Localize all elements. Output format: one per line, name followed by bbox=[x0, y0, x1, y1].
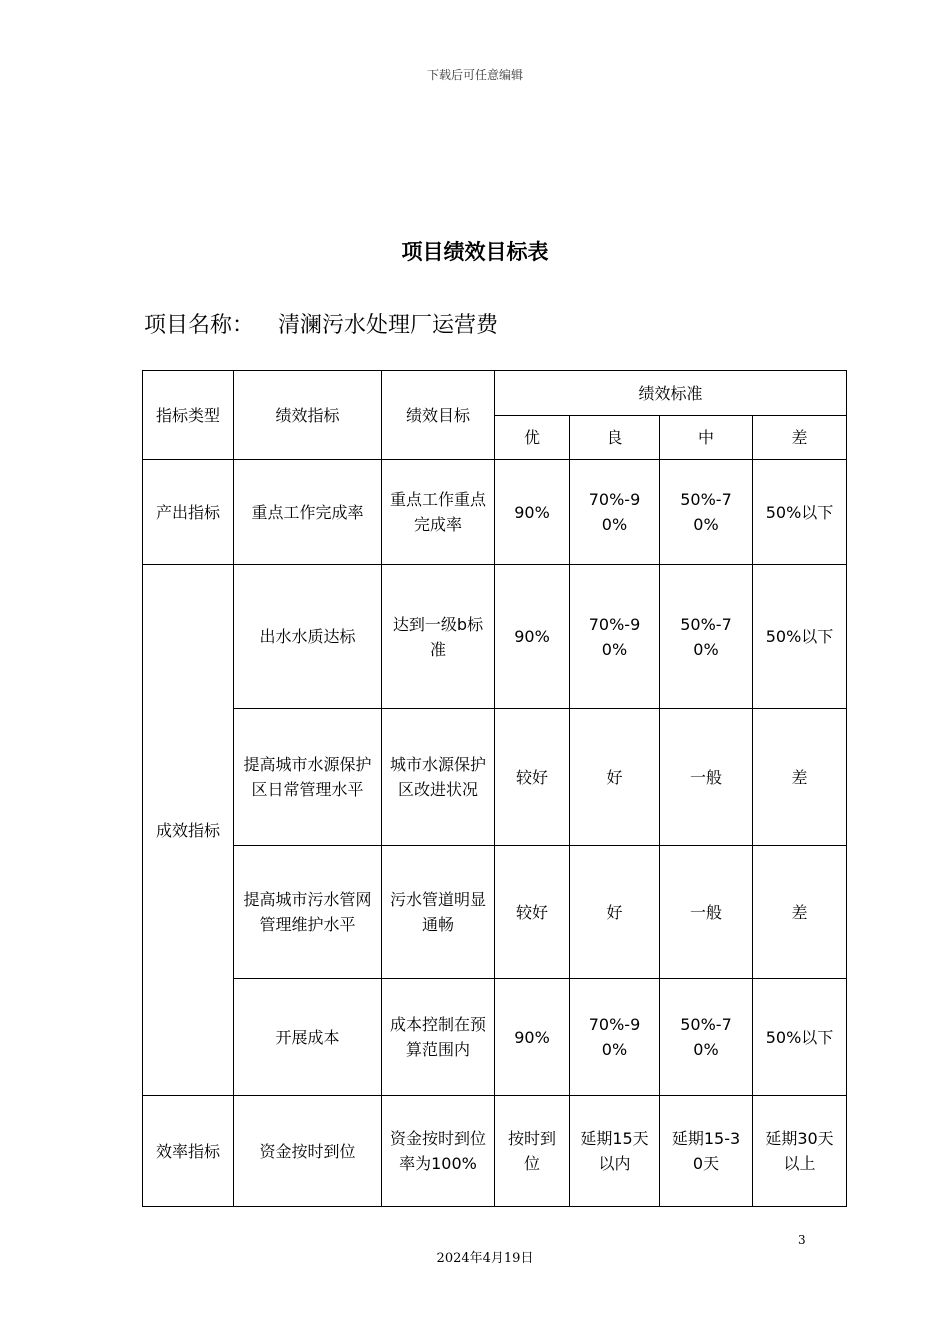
grade-poor-cell: 差 bbox=[753, 709, 847, 846]
target-cell: 重点工作重点完成率 bbox=[382, 460, 495, 565]
table-row bbox=[143, 979, 847, 1096]
table-row bbox=[143, 460, 847, 565]
grade-good-cell: 70%-90% bbox=[570, 565, 660, 709]
table-row bbox=[143, 709, 847, 846]
indicator-cell: 提高城市污水管网管理维护水平 bbox=[234, 846, 382, 979]
grade-good-cell: 好 bbox=[570, 846, 660, 979]
target-cell: 污水管道明显通畅 bbox=[382, 846, 495, 979]
grade-medium-cell: 一般 bbox=[660, 709, 753, 846]
grade-poor-cell: 差 bbox=[753, 846, 847, 979]
grade-excellent-cell: 较好 bbox=[495, 846, 570, 979]
grade-excellent-cell: 按时到位 bbox=[495, 1096, 570, 1207]
header-performance-indicator: 绩效指标 bbox=[234, 371, 382, 460]
indicator-type-cell: 成效指标 bbox=[143, 565, 234, 1096]
grade-good-cell: 好 bbox=[570, 709, 660, 846]
header-note: 下载后可任意编辑 bbox=[426, 68, 523, 82]
table-row bbox=[143, 565, 847, 709]
indicator-cell: 资金按时到位 bbox=[234, 1096, 382, 1207]
project-name-label: 项目名称： bbox=[144, 313, 255, 338]
project-name-value: 清澜污水处理厂运营费 bbox=[278, 313, 499, 338]
indicator-cell: 提高城市水源保护区日常管理水平 bbox=[234, 709, 382, 846]
grade-medium-cell: 50%-70% bbox=[660, 460, 753, 565]
performance-target-table bbox=[142, 370, 847, 1207]
indicator-cell: 重点工作完成率 bbox=[234, 460, 382, 565]
footer-date: 2024年4月19日 bbox=[436, 1251, 534, 1266]
table-row bbox=[143, 1096, 847, 1207]
grade-poor-cell: 50%以下 bbox=[753, 460, 847, 565]
indicator-cell: 开展成本 bbox=[234, 979, 382, 1096]
header-grade-good: 良 bbox=[570, 416, 660, 460]
grade-medium-cell: 50%-70% bbox=[660, 565, 753, 709]
target-cell: 城市水源保护区改进状况 bbox=[382, 709, 495, 846]
page-number: 3 bbox=[798, 1233, 806, 1247]
indicator-cell: 出水水质达标 bbox=[234, 565, 382, 709]
grade-poor-cell: 50%以下 bbox=[753, 565, 847, 709]
indicator-type-cell: 效率指标 bbox=[143, 1096, 234, 1207]
grade-medium-cell: 延期15-30天 bbox=[660, 1096, 753, 1207]
project-name-line bbox=[144, 308, 498, 339]
indicator-type-cell: 产出指标 bbox=[143, 460, 234, 565]
grade-poor-cell: 延期30天以上 bbox=[753, 1096, 847, 1207]
grade-good-cell: 延期15天以内 bbox=[570, 1096, 660, 1207]
grade-excellent-cell: 较好 bbox=[495, 709, 570, 846]
document-title: 项目绩效目标表 bbox=[401, 240, 549, 264]
grade-excellent-cell: 90% bbox=[495, 565, 570, 709]
header-grade-medium: 中 bbox=[660, 416, 753, 460]
header-performance-target: 绩效目标 bbox=[382, 371, 495, 460]
header-performance-standard: 绩效标准 bbox=[495, 371, 847, 416]
header-row-1 bbox=[143, 371, 847, 416]
grade-poor-cell: 50%以下 bbox=[753, 979, 847, 1096]
grade-good-cell: 70%-90% bbox=[570, 460, 660, 565]
table-row bbox=[143, 846, 847, 979]
grade-medium-cell: 50%-70% bbox=[660, 979, 753, 1096]
grade-good-cell: 70%-90% bbox=[570, 979, 660, 1096]
target-cell: 达到一级b标准 bbox=[382, 565, 495, 709]
header-indicator-type: 指标类型 bbox=[143, 371, 234, 460]
grade-excellent-cell: 90% bbox=[495, 460, 570, 565]
header-grade-excellent: 优 bbox=[495, 416, 570, 460]
header-grade-poor: 差 bbox=[753, 416, 847, 460]
target-cell: 成本控制在预算范围内 bbox=[382, 979, 495, 1096]
target-cell: 资金按时到位率为100% bbox=[382, 1096, 495, 1207]
grade-medium-cell: 一般 bbox=[660, 846, 753, 979]
grade-excellent-cell: 90% bbox=[495, 979, 570, 1096]
